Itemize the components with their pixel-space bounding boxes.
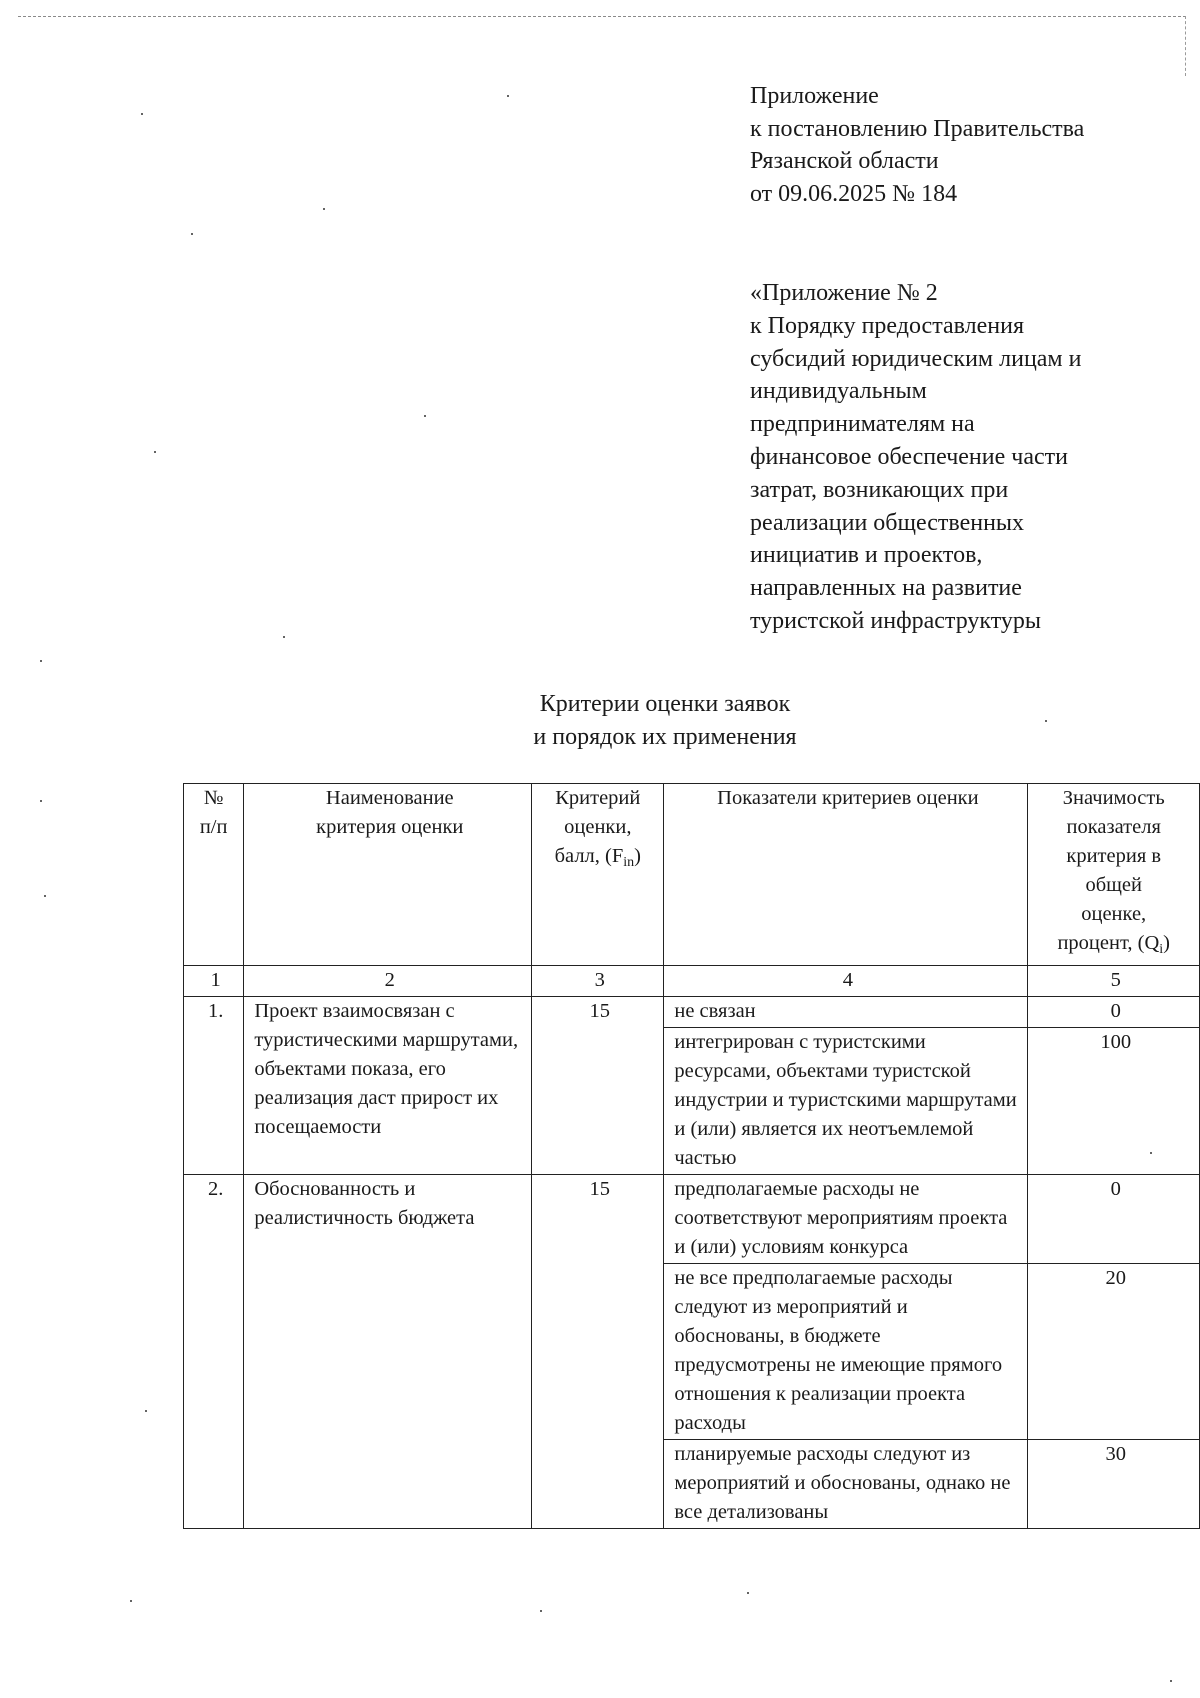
indicator-weight: 100 <box>1028 1028 1200 1175</box>
scan-speck <box>141 113 143 115</box>
annex2-line: индивидуальным <box>750 378 927 405</box>
annex-line: Рязанской области <box>750 148 939 174</box>
annex2-line: туристской инфраструктуры <box>750 607 1042 634</box>
header-text: общей <box>1085 874 1142 896</box>
annex-reference <box>750 80 1084 210</box>
indicator-text: планируемые расходы следуют из мероприятий и обоснованы, однако не все детализованы <box>664 1440 1028 1529</box>
table-row <box>184 1175 1200 1264</box>
indicator-text: интегрирован с туристскими ресурсами, объектами туристской индустрии и туристскими маршрутами и (или) является их неотъемлемой частью <box>664 1028 1028 1175</box>
header-text: процент, (Q <box>1057 932 1160 954</box>
annex2-line: к Порядку предоставления <box>750 312 1025 339</box>
scan-speck <box>323 208 325 210</box>
header-criterion-name <box>244 784 532 966</box>
subscript: in <box>623 855 635 870</box>
annex2-reference <box>750 277 1170 638</box>
header-text: Значимость <box>1062 787 1165 809</box>
header-number-abbrev: п/п <box>199 816 228 838</box>
column-number: 4 <box>664 966 1028 997</box>
row-number: 2. <box>184 1175 244 1529</box>
scan-speck <box>283 636 285 638</box>
title-line-2: и порядок их применения <box>533 724 797 750</box>
criteria-table <box>183 783 1200 1529</box>
indicator-weight: 20 <box>1028 1264 1200 1440</box>
annex2-line: «Приложение № 2 <box>750 280 938 306</box>
annex2-line: субсидий юридическим лицам и <box>750 345 1082 372</box>
column-number-row <box>184 966 1200 997</box>
header-weight <box>1028 784 1200 966</box>
header-text: балл, (F <box>554 845 624 867</box>
header-text: критерия оценки <box>316 816 464 838</box>
scan-speck <box>154 451 156 453</box>
indicator-text: не все предполагаемые расходы следуют из мероприятий и обоснованы, в бюджете предусмотрены не имеющие прямого отношения к реализации проекта расходы <box>664 1264 1028 1440</box>
scan-speck <box>44 895 46 897</box>
table-header-row <box>184 784 1200 966</box>
indicator-weight: 0 <box>1028 1175 1200 1264</box>
criterion-name: Проект взаимосвязан с туристическими маршрутами, объектами показа, его реализация даст прирост их посещаемости <box>244 997 532 1175</box>
header-text: критерия в <box>1066 845 1162 867</box>
indicator-weight: 0 <box>1028 997 1200 1028</box>
header-number-symbol: № <box>203 787 224 809</box>
header-text: ) <box>1163 932 1170 954</box>
scan-speck <box>145 1410 147 1412</box>
annex-line: Приложение <box>750 83 879 109</box>
scan-speck <box>1170 1680 1172 1682</box>
header-score-formula <box>536 842 659 877</box>
header-score <box>532 784 664 966</box>
header-text: оценки, <box>564 816 632 838</box>
indicator-weight: 30 <box>1028 1440 1200 1529</box>
table-row <box>184 997 1200 1028</box>
header-indicators <box>664 784 1028 966</box>
scan-speck <box>40 660 42 662</box>
scan-speck <box>40 800 42 802</box>
column-number: 1 <box>184 966 244 997</box>
header-text: ) <box>634 845 641 867</box>
header-text: Критерий <box>555 787 641 809</box>
annex2-line: затрат, возникающих при <box>750 476 1009 503</box>
header-text: Показатели критериев оценки <box>717 787 979 809</box>
row-number: 1. <box>184 997 244 1175</box>
scan-speck <box>507 95 509 97</box>
indicator-text: предполагаемые расходы не соответствуют мероприятиям проекта и (или) условиям конкурса <box>664 1175 1028 1264</box>
criterion-name: Обоснованность и реалистичность бюджета <box>244 1175 532 1529</box>
header-text: Наименование <box>325 787 454 809</box>
header-text: оценке, <box>1081 903 1147 925</box>
annex-line: к постановлению Правительства <box>750 115 1085 142</box>
header-number <box>184 784 244 966</box>
annex2-line: финансовое обеспечение части <box>750 443 1068 470</box>
scan-edge-top <box>18 16 1186 18</box>
criterion-score: 15 <box>532 997 664 1175</box>
indicator-text: не связан <box>664 997 1028 1028</box>
header-text: показателя <box>1066 816 1161 838</box>
annex2-line: реализации общественных <box>750 509 1025 536</box>
scan-speck <box>424 415 426 417</box>
criterion-score: 15 <box>532 1175 664 1529</box>
scan-speck <box>191 233 193 235</box>
document-title <box>0 688 1200 754</box>
header-weight-formula <box>1032 929 1195 964</box>
scan-speck <box>540 1610 542 1612</box>
title-line-1: Критерии оценки заявок <box>539 691 791 717</box>
annex-line: от 09.06.2025 № 184 <box>750 180 958 207</box>
scan-edge-right <box>1185 16 1187 76</box>
column-number: 5 <box>1028 966 1200 997</box>
annex2-line: предпринимателям на <box>750 411 975 438</box>
column-number: 2 <box>244 966 532 997</box>
scan-speck <box>747 1592 749 1594</box>
column-number: 3 <box>532 966 664 997</box>
scan-speck <box>130 1600 132 1602</box>
annex2-line: инициатив и проектов, <box>750 542 983 569</box>
annex2-line: направленных на развитие <box>750 575 1022 602</box>
subscript: i <box>1159 942 1164 957</box>
